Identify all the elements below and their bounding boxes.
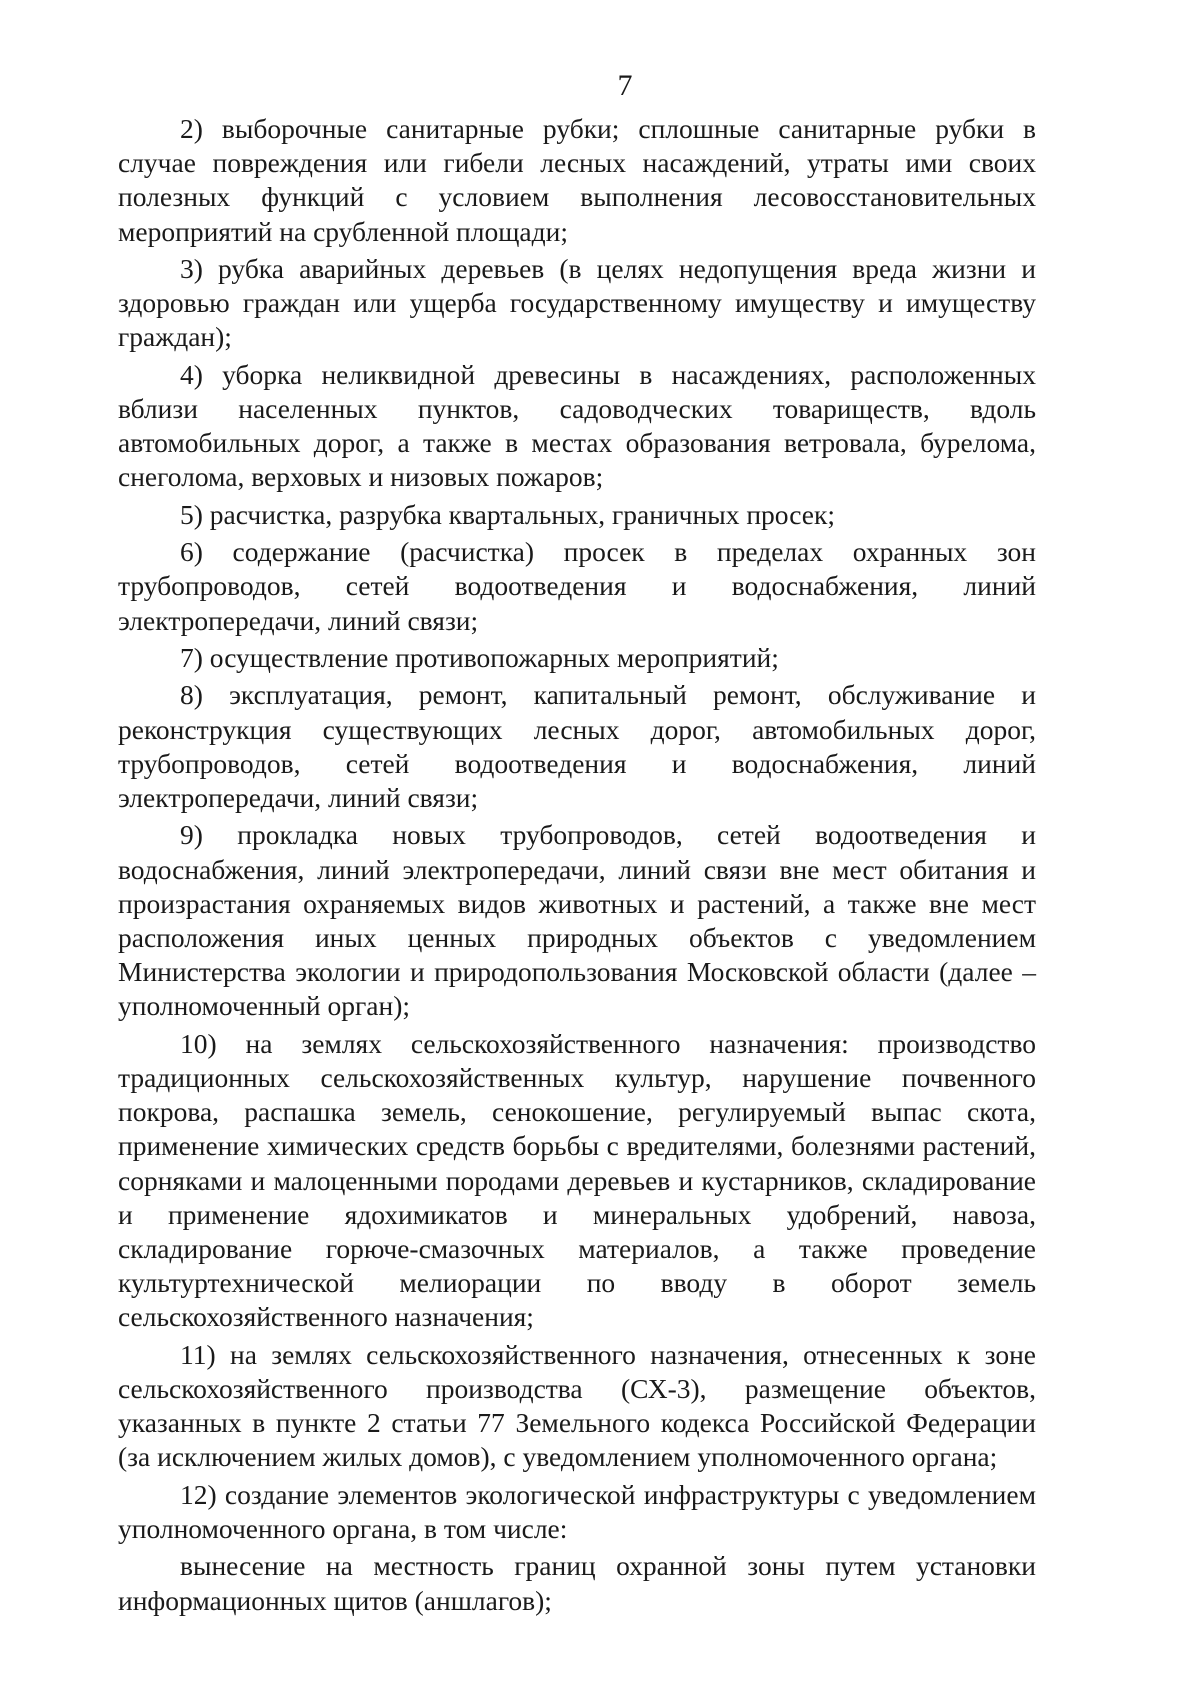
paragraph-item-2: 2) выборочные санитарные рубки; сплошные санитарные рубки в случае повреждения или гибели лесных насаждений, утраты ими своих полезных функций с условием выполнения лесовосстановительных мероприятий на срубленной площади; bbox=[118, 113, 1036, 247]
paragraph-item-12: 12) создание элементов экологической инфраструктуры с уведомлением уполномоченного органа, в том числе: bbox=[118, 1478, 1036, 1544]
paragraph-item-4: 4) уборка неликвидной древесины в насаждениях, расположенных вблизи населенных пунктов, садоводческих товариществ, вдоль автомобильных дорог, а также в местах образования ветровала, бурелома, снеголома, верховых и низовых пожаров; bbox=[118, 358, 1036, 493]
paragraph-item-9: 9) прокладка новых трубопроводов, сетей водоотведения и водоснабжения, линий электропередачи, линий связи вне мест обитания и произрастания охраняемых видов животных и растений, а также вне мест расположения иных ценных природных объектов с уведомлением Министерства экологии и природопользования Московской области (далее – уполномоченный орган); bbox=[118, 819, 1036, 1022]
paragraph-item-8: 8) эксплуатация, ремонт, капитальный ремонт, обслуживание и реконструкция существующих лесных дорог, автомобильных дорог, трубопроводов, сетей водоотведения и водоснабжения, линий электропередачи, линий связи; bbox=[118, 679, 1036, 813]
paragraph-item-10: 10) на землях сельскохозяйственного назначения: производство традиционных сельскохозяйственных культур, нарушение почвенного покрова, распашка земель, сенокошение, регулируемый выпас скота, применение химических средств борьбы с вредителями, болезнями растений, сорняками и малоценными породами деревьев и кустарников, складирование и применение ядохимикатов и минеральных удобрений, навоза, складирование горюче-смазочных материалов, а также проведение культуртехнической мелиорации по вводу в оборот земель сельскохозяйственного назначения; bbox=[118, 1027, 1036, 1333]
paragraph-item-5: 5) расчистка, разрубка квартальных, граничных просек; bbox=[180, 498, 835, 530]
paragraph-subitem-boundary-marking: вынесение на местность границ охранной зоны путем установки информационных щитов (аншлагов); bbox=[118, 1550, 1036, 1616]
paragraph-item-11: 11) на землях сельскохозяйственного назначения, отнесенных к зоне сельскохозяйственного производства (СХ-3), размещение объектов, указанных в пункте 2 статьи 77 Земельного кодекса Российской Федерации (за исключением жилых домов), с уведомлением уполномоченного органа; bbox=[118, 1338, 1036, 1473]
paragraph-item-7: 7) осуществление противопожарных мероприятий; bbox=[180, 641, 779, 673]
paragraph-item-3: 3) рубка аварийных деревьев (в целях недопущения вреда жизни и здоровью граждан или ущерба государственному имуществу и имуществу граждан); bbox=[118, 253, 1036, 353]
document-body bbox=[118, 112, 1036, 1621]
paragraph-item-6: 6) содержание (расчистка) просек в пределах охранных зон трубопроводов, сетей водоотведения и водоснабжения, линий электропередачи, линий связи; bbox=[118, 536, 1036, 636]
page-number: 7 bbox=[617, 69, 633, 102]
